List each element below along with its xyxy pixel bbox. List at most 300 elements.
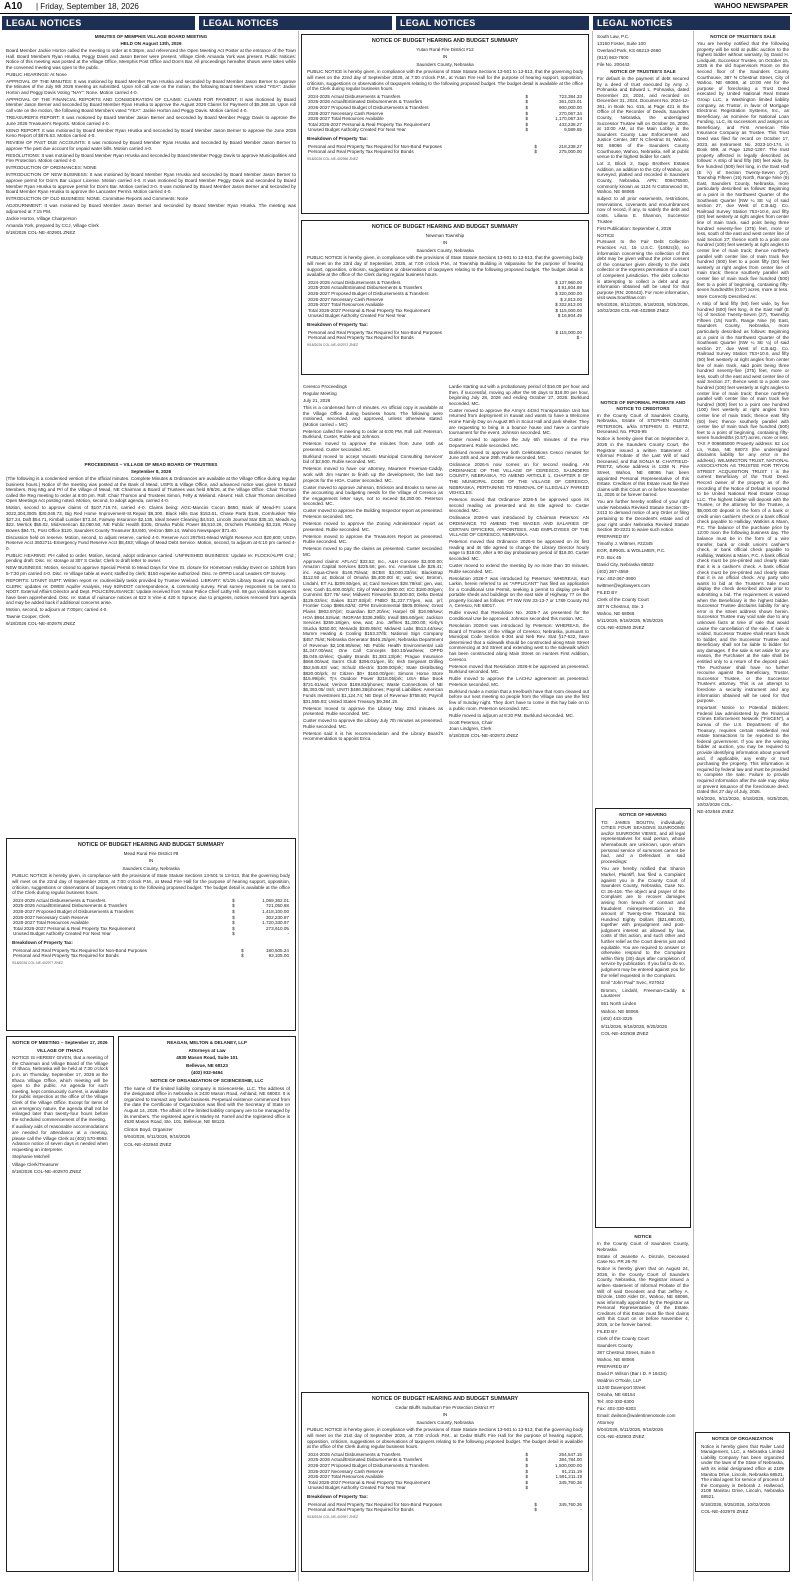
notice-paragraph: NOTICE OF TRUSTEE'S SALE [710,34,776,39]
budget-amount: 361,023.01 [559,99,582,105]
notice-paragraph: FILED BY [597,1329,618,1335]
notice-paragraph: NOTICE OF INFORMAL PROBATE AND NOTICE TO CREDITORS [600,400,686,411]
tax-breakdown-table [307,1502,583,1513]
budget-row [307,127,583,133]
trustee-sale-yutan [697,34,789,1424]
budget-amount: 1,418,100.00 [262,908,289,914]
budget-item: 2026-2027 Necessary Cash Reserve [13,914,89,920]
currency-sign: $ [232,903,235,909]
notice-paragraph: NOTICE IS HEREBY GIVEN, that a meeting of the Chairman and Village Board of the Village of Ithaca, Nebraska will be held at 7:30 o'clock p.m. on Thursday, September 17, 2026 at the Ithaca Village Office, which meeting will be open to the public. An agenda for such meeting, kept continuously current, is available for public inspection at the office of the Village Clerk of the Village Office. Except for items of an emergency nature, the agenda shall not be enlarged later than twenty-four hours before the scheduled commencement of the meeting. [12,1055,108,1122]
in-label: IN [148,858,154,864]
notice-paragraph: Motion, second, to adjourn at 7:00pm; carried 4-0. [6,607,108,613]
notice-paragraph: Custer moved to approve the Building Inspector report as presented. Peterson seconded. MC. [303,508,443,519]
notice-paragraph: NOTICE [597,232,615,238]
currency-sign: $ [525,1474,528,1480]
budget-item: Unused Budget Authority Created For Next Year [308,1485,406,1491]
issue-date: | Friday, September 18, 2026 [36,2,139,11]
budget-table [12,898,290,937]
notice-paragraph: Peterson moved to approve the Library May 23rd minutes as presented. Ruble seconded. MC. [303,705,443,717]
notice-paragraph: PUBLIC HEARINGS: At None [6,71,67,77]
notice-paragraph: 9/04/2026, 9/11/2026, 9/18/2026, 9/25/2026, 10/02/2026 COL-NE-402869 ZNEZ [597,302,689,313]
notice-paragraph: NOTICE OF ORGANIZATION OF SCIENCESHIE, LLC [150,1077,264,1083]
budget-row [307,1507,583,1513]
budget-table [307,1452,583,1491]
budget-row [307,149,583,155]
budget-amount: 433,238.27 [559,121,582,127]
legal-id: 9/18/2026 COL-NE-402956 ZNEZ [307,156,359,161]
budget-item: 2024-2025 Actual Disbursements & Transfers [308,93,401,99]
budget-item: 2024-2025 Actual Disbursements & Transfers [308,279,401,285]
budget-amount: 1,170,067.34 [555,116,582,122]
notice-body: PUBLIC NOTICE is hereby given, in compliance with the provisions of State Statute Sections 13-501 to 13-513, that the governing body will meet on the 21st day of September 2026, at 7:00 o'clock P.M., at Cedar Bluffs Fire Hall for the purpose of hearing support, opposition, criticism, suggestions or observations of taxpayers relating to the following proposed budget. The budget detail is available at the office of the Clerk during regular business hours. [307,1427,583,1450]
budget-item: Total 2026-2027 Personal & Real Property Tax Requirement [308,1479,430,1485]
budget-item: Personal and Real Property Tax Required for Bonds [13,953,119,959]
budget-amount: $ 91,604.69 [557,285,582,291]
budget-item: 2025-2026 Actual/Estimated Disbursements & Transfers [308,285,423,291]
breakdown-label: Breakdown of Property Tax: [307,321,368,327]
notice-paragraph: INTRODUCTION OF OLD BUSINESS: NONE. Committee Reports and Comments: None [6,196,189,202]
in-label: IN [442,240,448,246]
notice-paragraph: Ceresco Proceedings [303,384,347,389]
notice-paragraph: INTRODUCTION OF ORDINANCES: NONE [6,165,97,171]
notice-paragraph: NOTICE OF MEETING – September 17, 2026 [12,1040,108,1045]
currency-sign: $ [525,1457,528,1463]
notice-paragraph: Discussion held on reserve. Motion, second, to adjust reserve, carried 4-0. Reserve Acct 297941-Mead Wright Reserve Acct $20,600; USDA Reserve Acct 3502711-Emergency Fund Reserve Acct $8,483; Village of Mead Debt Service. Motion, second, to adjourn at 6:10 pm carried 4-0. [6,534,296,551]
county-name: Saunders County, Nebraska [416,61,474,67]
notice-paragraph: (The following is a condensed version of the official minutes. Complete Minutes & Ordinances are available at the Village Office during regular business hours.) Notice of the meeting was posted at the Bank of Mead, USPS & Village Office, and advanced notice was given to Board Members. Reg Mtg and Prl of the Village of Mead, NE Chairman & Board of Trustees was held 9/8/26, at the Village Office. Chair Thorson called the Reg meeting to order at 6:00 pm. Roll: Chair Thorson and Trustees Simon, Felty & Wieland. Absent: Hall. Chair Thorson described Open Meetings Act posting noted. Motion, second, to adopt agenda, carried 4-0. [6,475,296,504]
notice-paragraph: COL-NE-402976 ZNEZ [701,1509,749,1515]
notice-paragraph: David City, Nebraska 68632 [597,562,654,568]
notice-paragraph: NOTICE OF TRUSTEE'S SALE [610,68,676,74]
budget-table [307,280,583,319]
notice-paragraph: Burklund moved to approve both Celebrations Cesco minutes for June 24th and June 29th. Ruble seconded. MC. [449,449,589,461]
currency-sign: $ [525,1451,528,1457]
notice-paragraph: File No. 200443 [597,61,630,67]
section-label: LEGAL NOTICES [396,16,589,30]
budget-amount: - [580,1485,582,1491]
notice-paragraph: REAGAN, MELTON & DELANEY, LLP [167,1040,247,1045]
notice-paragraph: 9/18/2026 COL-NE-402978 ZNEZ [6,621,76,627]
budget-item: 2025-2026 Actual/Estimated Disbursements & Transfers [13,903,128,909]
page-header [0,0,792,14]
notice-paragraph: Fax: 402-330-6303 [597,1405,636,1411]
budget-item: Total 2026-2027 Personal & Real Property Tax Requirement [13,925,135,931]
notice-paragraph: A strip of land fifty (50) feet wide, by five hundred (500) feet long, in the East Half (E ½) of Section Twenty-Seven (27), Township Fifteen (15) North, Range Nine (9) East, Saunders County, Nebraska, more particularly described as follows: Beginning at a point in the Northwest Quarter of the Southeast Quarter (NW ¼ SE ¼) of said section 27, due West of C.B.&Q. Co. Railroad Survey Station 753+10.6, and fifty (50) feet westerly at right angles from center line of main track, said point being three hundred seventy-five (375) feet, more or less, south of the east and west center line of said Section 27; thence west to a point one hundred (100) feet westerly at right angles to center line of main track; thence northerly parallel with center line of main track five hundred (500) feet to a point one hundred (100) feet westerly at right angles from center line of main track; thence east fifty (50) feet; thence southerly parallel with center line of main track five hundred (500) feet to a point of beginning, containing fifty-seven hundredths (0.57) acres, more or less. TAX # 006685000 Property address: 62 Loc Ln, Yutan, NE 68073 (the undersigned disclaims liability for any error in the address). WILMINGTON TRUST, NATIONAL ASSOCIATION AS TRUSTEE FOR TRYON STREET ACQUISITION TRUST I is the current Beneficiary of the Trust Deed. Record owner of the property as of the recording of the Notice of Default is reported to be United National Real Estate Group LLC. The highest bidder will deposit with the Trustee, or the attorney for the Trustee, a $5,000.00 deposit in the form of a bank or credit union cashier's check or a bank official check payable to Halliday, Watkins & Mann, P.C. The balance of the purchase price by 12:00 noon the following business day. The balance must be in the form of a wire transfer, bank or credit union's cashier's check, or bank official check payable to Halliday, Watkins & Mann, P.C. A bank official check must be pre-printed and clearly state that it is a cashier's check. A bank official check must be pre-printed and clearly state that it is an official check. Any party who wants to bid at the Trustee's Sale must display the check described above prior to submitting a bid. The requirement is waived when the Beneficiary is the highest bidder. Successor Trustee disclaims liability for any error in the street address shown herein. Successor Trustee may void sale due to any unknown facts at time of sale that would cause the cancellation of the sale. If sale is voided, Successor Trustee shall return funds to bidder, and the Successor Trustee and Beneficiary shall not be liable to bidder for any damages. If the sale is set aside for any reason, the Purchaser at the sale shall be entitled only to a return of the deposit paid. The Purchaser shall have no further recourse against the Beneficiary, Trustor, Successor Trustee, or the Successor Trustee's attorney. This is an attempt to foreclose a security instrument and any information obtained will be used for that purpose. [697,301,789,704]
budget-amount: $ 322,813.00 [555,302,582,308]
budget-item: 2026-2027 Proposed Budget of Disbursements & Transfers [308,290,429,296]
notice-paragraph: Resolution 2026-8 was introduced by Peterson: WHEREAS, the Board of Trustees of the Village of Ceresco, Nebraska, pursuant to Municipal Code Section 6-304 and Neb Rev. Stat §17-522, have determined that a sidewalk should be constructed along Main Street commencing at 3rd Street and extending west to the sidewalk which has been constructed along Main Street on Hunters First Addition, Ceresco. [449,623,589,662]
budget-table [307,94,583,133]
currency-sign: $ [525,93,528,99]
notice-paragraph: Notice is hereby given that Railer Land Management, LLC, a Nebraska Limited Liability Company has been organized under the laws of the State of Nebraska, with its initial designated office at 2109 Manitou Drive, Lincoln, Nebraska 68521. The initial agent for service of process of the Company is Deborah J. Hallwood, 2109 Manitou Drive, Lincoln, Nebraska 68521. [701,1443,784,1499]
notice-paragraph: PUBLIC HEARING: PH called to order. Motion, second, adopt ordinance carried. UNFINISHED BUSINESS: Update re: FLOCK/ALPR Cnd.; pending draft. Disc. re: storage at 307 S Cedar; Clerk to draft letter to owner. [6,552,296,564]
notice-paragraph: (402) 367-4559 [597,569,629,575]
notice-paragraph: APPROVAL OF THE FINANCIAL REPORTS AND CONSIDERATION OF CLAIMS: CLAIMS FOR PAYMENT. It was motioned by Board Member Jason Berner and seconded by Board Member Ryan Hruska to approve the August 2026 Claims for Payment of $5,366.18. Upon roll call vote on the motion, the following Board Members voted "YEA": Jackie Horton and Peggy Davis. Motion carried 4-0. [6,96,296,114]
notice-paragraph: APPROVAL OF THE MINUTES: It was motioned by Board Member Ryan Hruska and seconded by Board Member Jason Berner to approve the Minutes of the July 9th 2026 meeting as submitted. Upon roll call vote on the motion, the following Board Members voted "YEA": Jackie Horton and Peggy Davis Voting "NAY": None. Motion carried 4-0. [6,78,296,95]
budget-item: 2024-2025 Actual Disbursements & Transfers [308,1451,401,1457]
budget-item: Personal and Real Property Tax Required for Non-Bond Purposes [308,1501,442,1507]
budget-item: Personal and Real Property Tax Required for Bonds [308,335,414,341]
budget-item: 2026-2027 Total Resources Available [308,302,384,308]
notice-paragraph: Peterson moved to approve the Treasurers Report as presented. Ruble seconded. MC. [303,533,443,545]
notice-paragraph: Important Notice to Potential Bidders: Federal law administered by the Financial Crimes Enforcement Network ("FinCEN"), a bureau of the U.S. Department of the Treasury, requires certain residential real estate transactions to be reported to the federal government. If you are the winning bidder at auction, you may be required to provide identifying information about yourself and, if applicable, any entity or trust purchasing the property. This information is required by federal law and must be provided to complete the sale. Failure to provide required information after the sale may delay or prevent issuance of the foreclosure deed. Dated this 27 day of July, 2026. [697,705,789,795]
budget-amount: $ 2,813.00 [560,296,582,302]
notice-paragraph: Custer moved to approve the Library July 7th minutes as presented. Ruble seconded. MC. [303,718,443,729]
budget-amount: 384,784.00 [559,1457,582,1463]
notice-paragraph: Peterson moved to approve the minutes from June 16th as presented. Custer seconded. MC. [303,441,443,452]
notice-paragraph: 9/18/2026 COL-NE-402901 ZNEZ [6,229,76,235]
budget-amount: 264,547.15 [559,1451,582,1457]
notice-paragraph: Amanda York, prepared by CCJ, Village Clerk [6,222,99,228]
notice-paragraph: Peterson moved to approve the Zoning Administrator report as presented. Ruble seconded. MC. [303,520,443,532]
currency-sign: $ [525,127,528,133]
notice-paragraph: Scott Peterson, Chair [449,719,493,725]
district-name: Mead Rural Fire District #8 [123,850,179,856]
budget-amount: 270,067.34 [559,110,582,116]
notice-paragraph: 9/18/2026 COL-NE-402970 ZNEZ [12,1169,82,1175]
currency-sign: $ [232,925,235,931]
notice-of-hearing [595,808,691,1228]
currency-sign [529,335,537,341]
notice-paragraph: 9/18/2026, 9/25/2026, 10/02/2026 [701,1501,770,1507]
notice-paragraph: Peterson moved to have our attorney, Maureen Freeman-Caddy, work with Jim Hunter to finish up the development, the last two projects for the HOA. Custer seconded. MC. [303,466,443,483]
cedar-bluffs-budget-notice [301,1392,589,1572]
notice-paragraph: Notice is hereby given that on August 24, 2026, in the County Court of Saunders County, Nebraska, the Registrar issued a written statement of Informal Probate of the Will of said Decedent and that Jeffrey A. Dinzole, 1500 Alder Dr., Wahoo, NE 68066, was informally appointed by the Registrar as Personal Representative of the Estate. Creditors of this Estate must file their claims with this Court on or before November 4, 2026, or be forever barred. [597,1266,689,1328]
notice-paragraph: For default in the payment of debt secured by a deed of trust executed by Amy J. Pohnaska and Edward L. Pohnaska, dated December 23, 2024, and recorded on December 31, 2024, Document No. 2024-12-361, in Book No. 615, at Page 421 in the Office of the Recorder of Deeds, Saunders County, Nebraska, the undersigned Successor Trustee will on October 26, 2026, at 10:00 AM, at the Main Lobby in the Saunders County Law Enforcement and Justice Center, 387 N Chestnut St, Wahoo, NE 68066 of the Saunders County Courthouse, Wahoo, Nebraska, sell at public venue to the highest bidder for cash: [597,75,689,160]
notice-paragraph: MINUTES OF MEMPHIS VILLAGE BOARD MEETING [94,34,208,39]
notice-paragraph: 387 Chestnut Street, Suite 6 [597,1350,655,1356]
notice-paragraph: Lardie starting out with a probationary period of $16.00 per hour and then, if successful, moving up after the 90 days to $18.00 per hour, beginning July 28, 2026 and ending October 27, 2026. Burklund seconded. MC. [449,384,589,406]
budget-item: 2025-2026 Actual/Estimated Disbursements & Transfers [308,99,423,105]
budget-amount: 723,384.33 [559,93,582,99]
notice-paragraph: Ruble moved to adjourn at 8:20 PM. Burklund seconded. MC. [449,712,575,718]
notice-paragraph: You are further hereby notified of your right under Nebraska Revised Statute Section 30-2413 to demand notice of any Order or filing pertaining to the Decedent's estate and of your right under Nebraska Revised Statute Section 30-2221 to waive such notice. [597,499,689,533]
district-name: Cedar Bluffs Suburban Fire Protection District #7 [395,1404,495,1410]
notice-paragraph: Burklund made a motion that a tree/bush have that room cleaned out before our next meeting so people from the Village can use the first few of Sunday night. They don't have to come in this hay bale on to a public room. Peterson seconded. MC. [449,688,589,711]
budget-item: Total 2026-2027 Personal & Real Property Tax Requirement [308,307,430,313]
notice-paragraph: NEW BUSINESS: Motion, second to approve Special Permit to Mead Days for Vine St. closure for Hometown Holiday Event on 12/5/26 from 5-7:30 pm carried 4-0. Disc. re Village table at event; staffed by clerk; $150 expense authorized. Disc. re OPPD Local Leaders GP Survey. [6,565,296,577]
notice-paragraph: September 8, 2026 [130,468,172,474]
budget-item: Personal and Real Property Tax Required for Bonds [308,1507,414,1513]
notice-paragraph: David P. Wilson (Bar I.D. # 16434) [597,1370,667,1376]
notice-body: PUBLIC NOTICE is hereby given, in compliance with the provisions of State Statute Sections 13-501 to 13-513, that the governing body will meet on the 23rd day of September, 2026, at 7:00 o'clock P.M., at Township Building in Valparaiso for the purpose of hearing support, opposition, criticism, suggestions or observations of taxpayers relating to the following proposed budget. The budget detail is available at the office of the Clerk during regular business hours. [307,255,583,278]
district-name: Newman Township [425,232,465,238]
mead-proceedings [6,462,296,822]
notice-paragraph: Timothy J. Wittmer, #22345 [597,541,653,547]
notice-paragraph: Fax: 402-367-3900 [597,576,636,582]
budget-amount: 218,238.27 [559,143,582,149]
organization-notice-railer [695,1432,790,1572]
notice-paragraph: Attorney [597,1419,615,1425]
county-name: Saunders County, Nebraska [122,865,180,871]
notice-title: NOTICE OF BUDGET HEARING AND BUDGET SUMMARY [371,38,519,44]
currency-sign: $ [232,897,235,903]
notice-paragraph: If auxiliary aids of reasonable accommodations are needed for attendance at a meeting, please call the Village Clerk at (402) 570-8963. Advance notice of seven days is needed when requesting an interpreter. [12,1124,108,1152]
budget-amount: 275,000.00 [559,149,582,155]
budget-item: 2026-2027 Total Resources Available [308,116,384,122]
county-name: Saunders County, Nebraska [416,1419,474,1425]
budget-item: 2025-2026 Actual/Estimated Disbursements & Transfers [308,1457,423,1463]
notice-paragraph: Wahoo, NE 68066 [597,611,635,617]
currency-sign: $ [534,143,537,149]
tax-breakdown-table [12,948,290,959]
mead-fire-budget-notice [6,838,296,1031]
notice-paragraph: Ordinance 2026-5 now comes on for second reading. AN ORDINANCE OF THE VILLAGE OF CERESCO, SAUNDERS COUNTY, NEBRASKA, TO AMEND ARTICLE 1, CHAPTER 8 OF THE MUNICIPAL CODE OF THE VILLAGE OF CERESCO, NEBRASKA, PERTAINING TO REMOVAL OF ILLEGALLY PARKED VEHICLES. [449,462,589,496]
ceresco-proceedings-part2 [449,384,589,1384]
notice-paragraph: NOTICE [634,1234,652,1239]
notice-paragraph: 13160 Foster, Suite 100 [597,40,646,46]
breakdown-label: Breakdown of Property Tax: [307,1493,368,1499]
tax-breakdown-table [307,330,583,341]
budget-item: 2026-2027 Proposed Budget of Disbursements & Transfers [308,1462,429,1468]
in-label: IN [442,1412,448,1418]
budget-item: Unused Budget Authority Created For Next Year [308,127,406,133]
notice-paragraph: PROCEEDINGS – VILLAGE OF MEAD BOARD OF TRUSTEES [84,462,218,467]
notice-paragraph: COL-NE-402940 ZNEZ [597,625,645,631]
budget-amount: - [580,1507,582,1513]
notice-paragraph: Ordinance 2026-6 was introduced by Chairman Peterson: AN ORDINANCE TO AMEND THE WAGES AND SALARIES OF CERTAIN OFFICERS, APPOINTEES, AND EMPLOYEES OF THE VILLAGE OF CERESCO, NEBRASKA. [449,515,589,538]
page-number: A10 [4,1,23,12]
notice-paragraph: COL-NE-402903 ZNEZ [597,1433,645,1439]
budget-amount: 302,230.97 [266,914,289,920]
memphis-minutes [6,34,296,454]
notice-paragraph: Burklund moved to accept Vacanti Municipal Consulting Services' bid of $2,500. Ruble seconded. MC. [303,453,443,465]
notice-paragraph: Peterson moved that Ordinance 2026-6 be approved on its first reading and its title agreed to change the Library Director hourly wage to $18.00, after a 90 day probationary period of $16.00. Custer seconded. MC. [449,539,589,561]
budget-item: Total 2026-2027 Personal & Real Property Tax Requirement [308,121,430,127]
notice-paragraph: TREASURER'S REPORT: It was motioned by Board Member Jason Berner and seconded by Board Member Peggy Davis to approve the June 2026 Treasurer's Reports. Motion carried 4-0. [6,115,296,126]
notice-paragraph: Peterson moved that Resolution 2026-8 be approved as presented. Burklund seconded. MC. [449,663,589,675]
notice-body: PUBLIC NOTICE is hereby given, in compliance with the provisions of State Statute Sections 13-501 to 13-513, that the governing body will meet on the 22nd day of September 2026, at 7:00 o'clock P.M., at Yutan Fire Hall for the purpose of hearing support, opposition, criticism, suggestions or observations of taxpayers relating to the following proposed budget. The budget detail is available at the office of the Clerk during regular business hours. [307,69,583,92]
budget-item: 2026-2027 Total Resources Available [308,1474,384,1480]
notice-paragraph: RESOLUTIONS: It was motioned by Board Member Ryan Hruska and seconded by Board Member Peggy Davis to approve Municipalities and Fire Protection. Motion carried 4-0. [6,152,296,164]
notice-paragraph: Emil "John Paul" Svec, #27042 [601,980,665,986]
budget-amount: 93,105.00 [268,953,289,959]
notice-paragraph: REPORTS: UTAINT SUPT: Written report re: routine/daily tasks provided by Trustee Wieland. LIBRARY: 8/1/26 Library Board mtg accepted. CLERK: updates re: DWEE Aquifer Analysis, Hwy 92/NDOT correspondence, & community survey. Final survey responses to be sent to NDOT. External Affairs Director and Dept. POLICE/NUISANCE: Update received from Yutan Police Chief Lathy Hill. 88 gun violations suspects have been apprehended. Disc. re: status of nuisance notices at 522 S Vine & 420 S Spruce; due to progress, notices removed from agenda and may be added back if additional concerns arise. [6,578,296,606]
notice-paragraph: (913) 663-7600 [597,54,629,60]
notice-paragraph: 9/11/2026, 9/18/2026, 9/25/2026 [601,1023,668,1029]
budget-amount: 721,050.68 [266,903,289,909]
notice-paragraph: VILLAGE OF ITHACA [36,1047,84,1053]
notice-paragraph: subject to all prior easements, restrictions, reservations, covenants and encumbrances now of record, if any, to satisfy the debt and costs. Liliana E. Shannon, Successor Trustee [597,196,689,224]
budget-amount: $ 137,960.00 [555,279,582,285]
currency-sign: $ [525,110,528,116]
budget-amount: $ 115,000.00 [555,329,582,335]
currency-sign: $ [232,914,235,920]
notice-paragraph: Clerk of the County Court [597,597,649,603]
notice-paragraph: Attorneys at Law [188,1047,226,1053]
publication-name: WAHOO NEWSPAPER [714,3,788,10]
budget-item: Personal and Real Property Tax Required for Non-Bond Purposes [308,329,442,335]
budget-amount: $ 320,000.00 [555,290,582,296]
notice-paragraph: EGR, BIRKEL & WOLLMER, P.C. [597,548,666,554]
budget-amount: 180,505.24 [266,947,289,953]
notice-paragraph: Peterson said it is his recommendation and the Library Board's recommendation to appoint Erica [303,730,443,742]
notice-title: NOTICE OF BUDGET HEARING AND BUDGET SUMMARY [371,1396,519,1402]
section-label: LEGAL NOTICES [199,16,392,30]
notice-paragraph: In the County Court of Saunders County, Nebraska, Estate of STEPHEN GLENN PETERSON, a/k/a STEPHEN G. PEETZ, Deceased. No. PR26-95 [597,412,689,435]
currency-sign: $ [232,920,235,926]
notice-paragraph: HELD ON August 13th, 2026 [120,40,182,46]
breakdown-label: Breakdown of Property Tax: [307,135,368,141]
currency-sign: $ [525,99,528,105]
newman-township-budget-notice [301,220,589,375]
budget-amount: 1,069,362.01 [262,897,289,903]
breakdown-label: Breakdown of Property Tax: [12,939,73,945]
budget-amount: 273,610.05 [266,925,289,931]
budget-amount: $ 115,000.00 [555,307,582,313]
notice-paragraph: Approved claims: AFLAC/ $33.52; Inc., A&H Concrete $2,000.00; Amazon Capital Services $225.56; gen. Inc. Ameritas Life $26.41; inc. Aqua-Chem $146.75/wat; BCBS $3,000.33/ins; Blackstrap $112.50 at; Bobcat of Omaha $5,400.00/ st; wat; sew; Bromm, Lindahl, ET AL $209.50/gen, at; Card Services $28.78/sol; gen, wat, sew; Cash $1,600.00/pfc; City of Wahoo $900.00; ICC $180.00/gen; Cummins $37.76/ sew; Midwest Fireworks $3,500.00; Delta Dental $129.03/ins; Eakes $137.93/prl; FNBO $1,237.77/gen, wat, prl; Frontier Coop $865.63/st; GPM Environmental $505.00/sew; Great Plains $903.97/prl; Guardian $27.20/ins; Harpel Oil $16.99/sew; HOA $964.52/wat; INGRAM $336.39/lib; Insull $55.60/gen; Jackson Services $259.18/gen, sew, wat; Jno. Jeffries $1,300.00; Kirby's Stucka $250.00; Menards $345.95/st; Midwest Labs $513.44/sew; Mumm Heating & Cooling $153.37/lb; National Sign Company $457.75/st; Nebraska Generator $546.25/gen; Nebraska Department of Revenue $2,108.95/sew; NE Public Health Environmental Lab $1,247.00/wat; One Call Concepts $40.10/wat/sew; OPPD $5,049.42/elec; Quality Brands $1,383.13/prk; Prague Insurance $668.00/wat; Sam's Club $296.01/gen, lib; Irish Sergeant Drilling $52,545.62/ wat; Schulz Electric $109.00/prk; State Distributing $820.00/prk; Sr Citizen $0+ $160.00/gen; Simons Home Store $15.99/prk; Tj's Outdoor Power $218.05/prk; USA Blue Book $721.61/wat; Verizon $169.83/phones; Waste Connections of NE $6,393.05/ trsh; UNITI $486.38/phones; Payroll Liabilities: American Funds Investment $1,124.74; NE Dept of Revenue $758.80; Payroll $31,555.93; United States Treasury $9,384.19. [303,558,443,704]
notice-paragraph: NOTICE OF HEARING [619,812,667,817]
notice-paragraph: Joan Lindgren, Clerk [449,726,492,732]
budget-amount: 345,760.36 [559,1501,582,1507]
budget-item: 2026-2027 Necessary Cash Reserve [308,110,384,116]
notice-paragraph: 387 N Chestnut, Ste. 3 [597,604,644,610]
budget-item: Personal and Real Property Tax Required for Non-Bond Purposes [308,143,442,149]
notice-paragraph: You are hereby notified that Sharon Markel, Plaintiff, has filed a Complaint against you in the County Court of Saunders County, Nebraska, Case No. CI 26-416. The object and prayer of the Complaint are to recover damages arising from breach of contract and fraudulent misrepresentation in the amount of Twenty-One Thousand Six Hundred Eighty Dollars ($21,680.00), together with prejudgment and post-judgment interest as allowed by law, costs of this action, and such other and further relief as the Court deems just and equitable. You are required to answer or otherwise respond to the Complaint within thirty (30) days after completion of service by publication. If you fail to do so, judgment may be entered against you for the relief requested in the Complaint. [601,866,685,978]
budget-amount: 900,000.00 [559,104,582,110]
notice-title: NOTICE OF BUDGET HEARING AND BUDGET SUMMARY [371,224,519,230]
budget-item: 2026-2027 Proposed Budget of Disbursements & Transfers [308,104,429,110]
notice-paragraph: Pursuant to the Fair Debt Collection Practices Act, 15 U.S.C. §1692c(b), no information concerning the collection of this debt may be given without the prior consent of the consumer given directly to the debt collector or the express permission of a court of competent jurisdiction. The debt collector is attempting to collect a debt and any information obtained will be used for that purpose (RN: 200443). For more information, visit www.Southlaw.com [597,239,689,301]
notice-paragraph: twittmer@egrlawyers.com [597,583,650,589]
notice-paragraph: (402) 443-3225 [601,1016,633,1022]
ceresco-proceedings-part1 [303,384,443,1384]
notice-paragraph: Board Member Jackie Horton called the meeting to order at 6:38pm, and referenced the Open Meeting Act Poster at the entrance of the Town Hall. Board Members Ryan Hruska, Peggy Davis and Jason Berner were present. Village Clerk Amanda York was present. Public Notices: Notice of this meeting was posted at the Village Office, Memphis Post Office and Don's Bar. All proceedings hereafter shown were taken while the convened meeting was open to the public. [6,47,296,70]
notice-paragraph: Ruble moved that Resolution No. 2026-7 as presented for the Conditional Use be approved. Johnson seconded this motion. MC. [449,610,589,622]
budget-item: 2026-2027 Total Resources Available [13,920,89,926]
budget-amount: 91,211.19 [561,1468,582,1474]
notice-paragraph: Wahoo, NE 68066 [597,1357,635,1362]
notice-paragraph: COL-NE-402940 ZNEZ [124,1141,172,1147]
budget-row [12,931,290,937]
tax-breakdown-table [307,144,583,155]
notice-paragraph: Clinton Boyd, Organizer [124,1126,173,1132]
legal-id: 9/18/2026 COL-NE-402972 ZNEZ [307,342,359,347]
county-name: Saunders County, Nebraska [416,247,474,253]
organization-notice-scienceshie [118,1036,296,1572]
notice-paragraph: Peterson moved to pay the claims as presented. Custer seconded. MC. [303,546,443,557]
notice-paragraph: This is a condensed form of minutes. An official copy is available at the Village Office during business hours. The following were motioned, seconded, and approved, unless otherwise stated. (Motion carried = MC) [303,404,443,427]
notice-paragraph: South Law, P.C. [597,34,630,39]
notice-paragraph: Motion, second to approve claims of $107,719.74, carried 4-0. Claims being: AGC-Mancini Cocon $650, Bank of Mead-P.I Loans 3022,304,3505 $30,045.73, Big Red Home Improvement-St.Repair $6,300, Black Hills Gas $153.61, Chase Parts $146, Cornhusker Tele $27.24, Daft $54.71, Kimball Lumber $73.34, Fairway Insurance $2,135, Ideal Sewer Cleaning $4,510, Lincoln Journal Star $35.10, Meads Ag $22, Merrick $55.02, MidAmerican $2,060.50, NE Public Health $105, Omaha Public Power $5,510.26, Orscheln Plumbing $3,218, Pitney Bowes $94.71, Post Office $120, Saunders County Treasurer $3,840, Verizon $89.14, Wahoo Newspaper $71.40. [6,505,296,533]
currency-sign: $ [525,1485,528,1491]
notice-paragraph: Overland Park, KS 66213-2660 [597,47,661,53]
yutan-fire-budget-notice [301,34,589,214]
notice-paragraph: KENO REPORT: It was motioned by Board Member Ryan Hruska and seconded by Board Member Jason Berner to approve the June 2026 Keno Report of $676.63. Motion carried 4-0. [6,127,296,139]
notice-title: NOTICE OF BUDGET HEARING AND BUDGET SUMMARY [77,842,225,848]
budget-row [307,1485,583,1491]
budget-item: 2026-2027 Necessary Cash Reserve [308,1468,384,1474]
notice-paragraph: Custer moved to approve Johnson, Erickson and Brooks to serve as the accounting and budgeting needs for the Village of Ceresco as the engagement letter says, not to exceed $4,250.00. Peterson seconded. MC. [303,484,443,507]
notice-paragraph: Estate of Jeanette A. Dinzole, Deceased Case No. PR 26-78 [597,1253,689,1265]
notice-paragraph: More Correctly Described As: [697,294,757,300]
currency-sign: $ [534,1507,537,1513]
notice-paragraph: ADJOURNMENT: It was motioned by Board Member Jason Berner and seconded by Board Member Ryan Hruska. The meeting was adjourned at 7:15 PM. [6,203,296,214]
notice-paragraph: Peterson moved that Ordinance 2026-5 be approved upon its second reading as presented and its title agreed to. Custer seconded. MC. [449,497,589,514]
budget-item: Unused Budget Authority Created For Next Year [308,313,406,319]
budget-amount: $ - [576,335,582,341]
notice-paragraph: 4530 Mason Road, Suite 101 [176,1055,238,1061]
currency-sign [524,313,532,319]
notice-paragraph: 9/11/2026, 9/18/2026, 9/25/2026 [597,618,664,624]
notice-paragraph: Peterson called the meeting to order at 6:00 PM. Roll call: Peterson, Burklund, Custer, Ruble and Johnson. [303,428,443,440]
legal-id: 9/18/2026 COL-NE-402957 ZNEZ [307,1514,359,1519]
notice-paragraph: (402) 932-9494 [191,1070,223,1076]
budget-amount: $ 16,804.49 [557,313,582,319]
notice-paragraph: Resolution 2026-7 was introduced by Peterson: WHEREAS, Kurt Larkin, herein referred to as "APPLICANT" has filed an application for a Conditional Use Permit, seeking a permit to display pre-built portable sheds and buildings on the east side of Highway 77 on the property located as follows: PT NW NW 33-13-7 or 1789 County Rd A, Ceresco, NE 68017. [449,575,589,609]
currency-sign: $ [525,1468,528,1474]
currency-sign: $ [241,953,244,959]
notice-paragraph: 9/04/2026, 9/11/2026, 9/18/2026 [124,1134,191,1140]
budget-amount: 1,591,211.19 [555,1474,582,1480]
notice-paragraph: REVIEW OF PAST DUE ACCOUNTS: It was motioned by Board Member Ryan Hruska and seconded by Board Member Jason Berner to approve The past due account for unpaid water bills. Motion carried 4-0. [6,140,296,151]
estate-notice-dinzole [597,1234,689,1574]
section-label: LEGAL NOTICES [2,16,195,30]
currency-sign: $ [534,1501,537,1507]
currency-sign: $ [525,1462,528,1468]
notice-paragraph: Clerk of the County Court [597,1336,649,1342]
budget-row [307,335,583,341]
budget-amount: 1,720,330.97 [262,920,289,926]
notice-paragraph: INTRODUCTION OF NEW BUSINESS: It was motioned by Board Member Ryan Hruska and seconded by Board Member Jason Berner to approve permit for Don's Bar Liquor License. Motion carried 4-0. It was motioned by Board Member Peggy Davis and seconded by Board Member Ryan Hruska to approve permit for Don's Bar. Motion carried 3-0. It was motioned by Board Member Jason Berner and seconded by Board Member Ryan Hruska to approve the Lancaster Permit. Motion carried 4-0. [6,172,296,195]
informal-probate-notice [597,400,689,800]
notice-paragraph: COL-NE-402938 ZNEZ [601,1031,649,1037]
notice-paragraph: P.O. Box 45 [597,555,622,561]
notice-paragraph: Ruble moved to approve the LACHU agreement as presented. Peterson seconded. MC. [449,676,589,687]
notice-body: PUBLIC NOTICE is hereby given, in compliance with the provisions of State Statute Sections 13-501 to 13-513, that the governing body will meet on the 22nd day of September 2026, at 7:00 o'clock P.M., at Mead Fire Hall for the purpose of hearing support, opposition, criticism, suggestions or observations of taxpayers relating to the following proposed budget. The budget detail is available at the office of the Clerk during regular business hours. [12,873,290,896]
budget-amount: 1,500,000.00 [555,1462,582,1468]
budget-amount: 9,589.65 [564,127,582,133]
notice-paragraph: Email: dwilson@walentinenotoole.com [597,1412,676,1418]
notice-paragraph: Notice is hereby given that on September 2, 2026 in the Saunders County Court, the Registrar issued a written Statement of Informal Probate of the Last Will of said Deceased, and that SONJA M. CHATFIELD-PEETZ, whose address is 1338 N. Pine Street, Wahoo, NE 68066 has been appointed Personal Representative of this Estate. Creditors of this Estate must file their claims with this Court on or before November 11, 2026 or be forever barred. [597,436,689,498]
notice-paragraph: Waldron O'Toole, LLP [597,1377,642,1383]
notice-paragraph: 11240 Davenport Street [597,1384,646,1390]
notice-paragraph: Bromm, Lindahl, Freeman-Caddy & Lausterer [601,987,685,999]
budget-item: 2024-2025 Actual Disbursements & Transfers [13,897,106,903]
currency-sign: $ [525,116,528,122]
budget-item: Personal and Real Property Tax Required for Non-Bond Purposes [13,947,147,953]
notice-paragraph: 9/4/2026, 9/11/2026, 9/18/2026, 9/25/2026, 10/02/2026 COL- [697,796,789,807]
notice-paragraph: July 21, 2026 [303,397,331,403]
district-name: Yutan Rural Fire District #12 [416,46,474,52]
notice-paragraph: Bellevue, NE 68123 [186,1062,228,1068]
notice-paragraph: Tawnie Cooper, Clerk [6,614,50,620]
notice-paragraph: FILED BY [597,590,618,596]
budget-amount: 345,760.36 [559,1479,582,1485]
notice-paragraph: Regular Meeting [303,390,337,396]
notice-paragraph: Saunders County [597,1343,633,1349]
notice-paragraph: First Publication: September 4, 2026 [597,225,672,231]
notice-paragraph: Custer moved to approve the July 6th minutes of the Fire Department. Ruble seconded. MC. [449,437,589,448]
ithaca-meeting-notice [6,1036,114,1572]
currency-sign: $ [525,121,528,127]
notice-paragraph: 9/18/2026 COL-NE-402973 ZNEZ [449,733,519,739]
section-label: LEGAL NOTICES [593,16,790,30]
notice-paragraph: Omaha, NE 68154 [597,1391,636,1397]
notice-paragraph: 551 North Linden [601,1001,637,1006]
notice-paragraph: NOTICE OF ORGANIZATION [711,1436,774,1441]
budget-item: Personal and Real Property Tax Required for Bonds [308,149,414,155]
notice-paragraph: 9/04/2026, 9/11/2026, 9/18/2026 [597,1426,664,1432]
budget-item: 2026-2027 Proposed Budget of Disbursements & Transfers [13,908,134,914]
notice-paragraph: In the County Court of Saunders County, Nebraska [597,1240,689,1252]
budget-row [307,313,583,319]
notice-paragraph: Wahoo, NE 68066 [601,1008,639,1014]
notice-paragraph: Jackie Horton, Village Chairperson [6,215,77,221]
notice-paragraph: Custer moved to extend the meeting by no more than 30 minutes. Ruble seconded. MC. [449,562,589,574]
budget-amount: - [287,931,289,937]
notice-paragraph: The name of the limited liability company is SciencesHie, LLC. The address of the designated office in Nebraska is 2430 Mason Road, Ashland, NE 68003. It is organized to transact any lawful business. Perpetual existence commenced from the date the Certificate of Organization was filed with the Secretary of State on August 14, 2026. The affairs of the limited liability company are to be managed by its members. The registered agent is Marley M. Farrell and the registered office is 4530 Mason Road, Ste. 101, Bellevue, NE 68123. [124,1085,290,1125]
